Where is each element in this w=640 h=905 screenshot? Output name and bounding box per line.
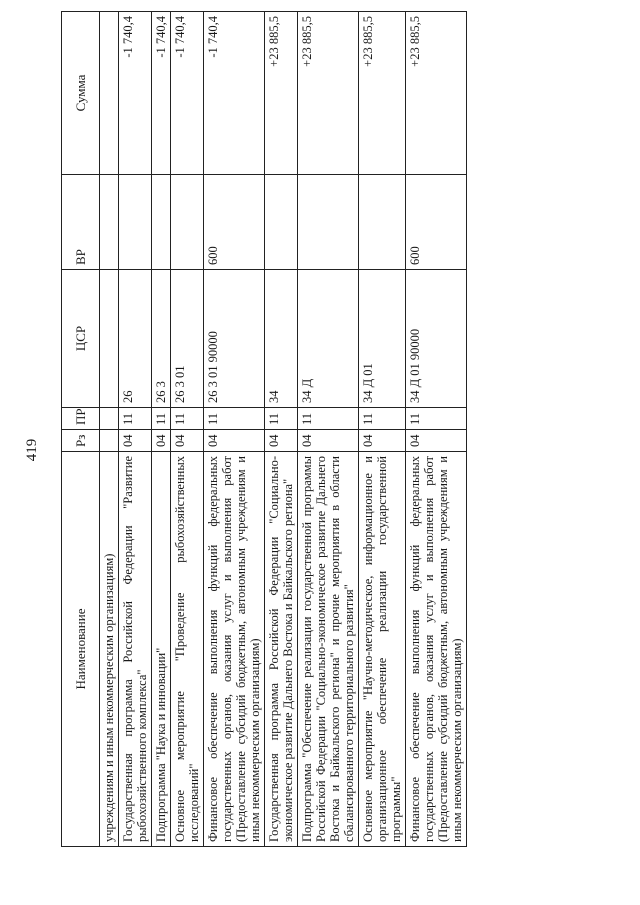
- row-rz: 04: [171, 430, 204, 452]
- row-sum: -1 740,4: [204, 12, 265, 175]
- row-pr: 11: [406, 408, 467, 430]
- row-pr: 11: [298, 408, 359, 430]
- row-vr: [100, 175, 119, 270]
- header-pr: ПР: [62, 408, 100, 430]
- row-vr: [119, 175, 152, 270]
- row-sum: -1 740,4: [119, 12, 152, 175]
- row-vr: [171, 175, 204, 270]
- table-row: [359, 12, 406, 847]
- row-name: Финансовое обеспечение выполнения функций федеральных государственных органов, оказания услуг и выполнения работ (Предоставление субсидий бюджетным, автономным учреждениям и иным некоммерческим организациям): [204, 452, 265, 847]
- row-pr: 11: [359, 408, 406, 430]
- row-csr: 26 3: [152, 270, 171, 408]
- row-csr: 34 Д 01: [359, 270, 406, 408]
- row-vr: [152, 175, 171, 270]
- row-pr: 11: [119, 408, 152, 430]
- table-row: [100, 12, 119, 847]
- row-name: Основное мероприятие "Научно-методическое, информационное и организационное обеспечение реализации государственной программы": [359, 452, 406, 847]
- budget-table: [61, 11, 467, 847]
- table-row: [265, 12, 298, 847]
- row-sum: -1 740,4: [171, 12, 204, 175]
- row-name: Государственная программа Российской Федерации "Развитие рыбохозяйственного комплекса": [119, 452, 152, 847]
- row-sum: -1 740,4: [152, 12, 171, 175]
- row-rz: 04: [265, 430, 298, 452]
- header-rz: Рз: [62, 430, 100, 452]
- row-name: Основное мероприятие "Проведение рыбохозяйственных исследований": [171, 452, 204, 847]
- row-name: учреждениям и иным некоммерческим организациям): [100, 452, 119, 847]
- row-csr: 26: [119, 270, 152, 408]
- row-rz: 04: [152, 430, 171, 452]
- row-name: Подпрограмма "Наука и инновации": [152, 452, 171, 847]
- header-sum: Сумма: [62, 12, 100, 175]
- row-pr: 11: [204, 408, 265, 430]
- row-sum: +23 885,5: [265, 12, 298, 175]
- row-csr: 34: [265, 270, 298, 408]
- row-vr: [298, 175, 359, 270]
- row-sum: +23 885,5: [406, 12, 467, 175]
- row-vr: 600: [406, 175, 467, 270]
- row-pr: 11: [152, 408, 171, 430]
- header-vr: ВР: [62, 175, 100, 270]
- row-rz: 04: [406, 430, 467, 452]
- row-csr: [100, 270, 119, 408]
- header-name: Наименование: [62, 452, 100, 847]
- row-rz: [100, 430, 119, 452]
- row-sum: +23 885,5: [359, 12, 406, 175]
- row-sum: [100, 12, 119, 175]
- row-pr: 11: [265, 408, 298, 430]
- row-rz: 04: [204, 430, 265, 452]
- table-row: [406, 12, 467, 847]
- row-csr: 26 3 01: [171, 270, 204, 408]
- row-vr: 600: [204, 175, 265, 270]
- row-rz: 04: [119, 430, 152, 452]
- row-name: Государственная программа Российской Федерации "Социально-экономическое развитие Дальнего Востока и Байкальского региона": [265, 452, 298, 847]
- row-pr: [100, 408, 119, 430]
- row-rz: 04: [298, 430, 359, 452]
- table-row: [119, 12, 152, 847]
- row-csr: 26 3 01 90000: [204, 270, 265, 408]
- page-number: 419: [24, 438, 40, 462]
- table-row: [298, 12, 359, 847]
- table-row: [171, 12, 204, 847]
- row-sum: +23 885,5: [298, 12, 359, 175]
- table-row: [204, 12, 265, 847]
- row-csr: 34 Д 01 90000: [406, 270, 467, 408]
- row-pr: 11: [171, 408, 204, 430]
- row-csr: 34 Д: [298, 270, 359, 408]
- row-vr: [359, 175, 406, 270]
- row-name: Финансовое обеспечение выполнения функций федеральных государственных органов, оказания услуг и выполнения работ (Предоставление субсидий бюджетным, автономным учреждениям и иным некоммерческим организациям): [406, 452, 467, 847]
- row-name: Подпрограмма "Обеспечение реализации государственной программы Российской Федерации "Социально-экономическое развитие Дальнего Востока и Байкальского региона" и прочие мероприятия в области сбалансированного территориального развития": [298, 452, 359, 847]
- table-header-row: [62, 12, 100, 847]
- table-row: [152, 12, 171, 847]
- row-rz: 04: [359, 430, 406, 452]
- row-vr: [265, 175, 298, 270]
- header-csr: ЦСР: [62, 270, 100, 408]
